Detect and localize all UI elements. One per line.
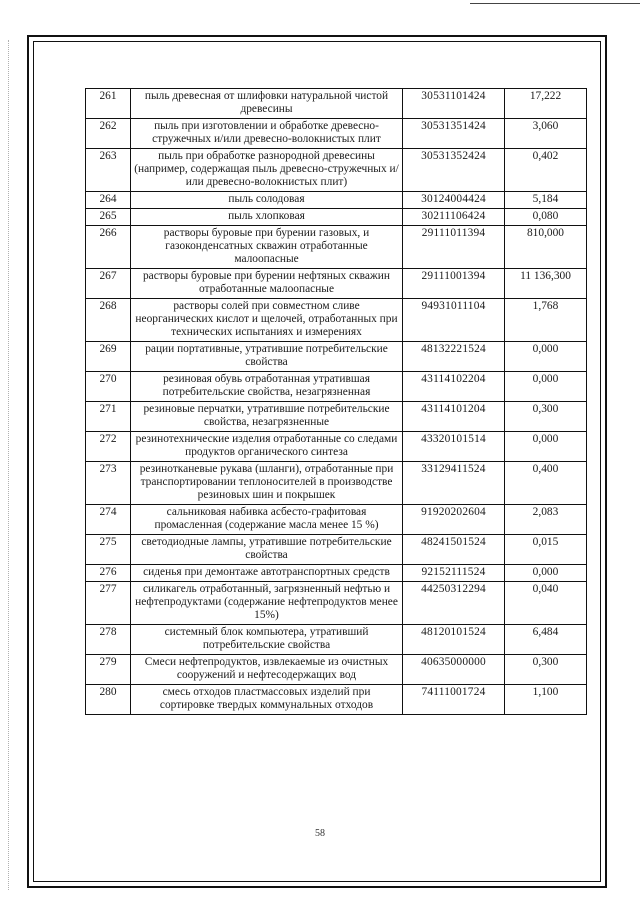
- row-number: 272: [86, 432, 131, 462]
- waste-name: светодиодные лампы, утратившие потребительские свойства: [131, 535, 403, 565]
- table-row: [86, 565, 587, 582]
- waste-code: 30531351424: [403, 119, 505, 149]
- waste-mass: 0,000: [505, 372, 587, 402]
- row-number: 279: [86, 655, 131, 685]
- waste-table-body: [86, 89, 587, 715]
- waste-mass: 5,184: [505, 192, 587, 209]
- row-number: 273: [86, 462, 131, 505]
- waste-mass: 1,768: [505, 299, 587, 342]
- table-row: [86, 372, 587, 402]
- waste-name: сальниковая набивка асбесто-графитовая промасленная (содержание масла менее 15 %): [131, 505, 403, 535]
- row-number: 268: [86, 299, 131, 342]
- waste-name: резиновые перчатки, утратившие потребительские свойства, незагрязненные: [131, 402, 403, 432]
- waste-name: смесь отходов пластмассовых изделий при сортировке твердых коммунальных отходов: [131, 685, 403, 715]
- table-row: [86, 535, 587, 565]
- table-row: [86, 402, 587, 432]
- waste-mass: 0,402: [505, 149, 587, 192]
- waste-name: резинотканевые рукава (шланги), отработанные при транспортировании теплоносителей в производстве резиновых шин и покрышек: [131, 462, 403, 505]
- waste-code: 74111001724: [403, 685, 505, 715]
- table-row: [86, 299, 587, 342]
- row-number: 276: [86, 565, 131, 582]
- waste-name: пыль древесная от шлифовки натуральной чистой древесины: [131, 89, 403, 119]
- waste-mass: 0,015: [505, 535, 587, 565]
- row-number: 278: [86, 625, 131, 655]
- table-row: [86, 685, 587, 715]
- waste-code: 48120101524: [403, 625, 505, 655]
- waste-mass: 0,300: [505, 655, 587, 685]
- waste-name: резинотехнические изделия отработанные со следами продуктов органического синтеза: [131, 432, 403, 462]
- row-number: 280: [86, 685, 131, 715]
- row-number: 277: [86, 582, 131, 625]
- table-row: [86, 209, 587, 226]
- waste-name: силикагель отработанный, загрязненный нефтью и нефтепродуктами (содержание нефтепродуктов менее 15%): [131, 582, 403, 625]
- waste-code: 40635000000: [403, 655, 505, 685]
- table-row: [86, 432, 587, 462]
- waste-code: 30531352424: [403, 149, 505, 192]
- waste-name: резиновая обувь отработанная утратившая потребительские свойства, незагрязненная: [131, 372, 403, 402]
- waste-mass: 11 136,300: [505, 269, 587, 299]
- waste-mass: 6,484: [505, 625, 587, 655]
- waste-mass: 810,000: [505, 226, 587, 269]
- binding-dots: [8, 40, 9, 890]
- waste-mass: 0,400: [505, 462, 587, 505]
- waste-name: растворы буровые при бурении газовых, и газоконденсатных скважин отработанные малоопасные: [131, 226, 403, 269]
- waste-name: системный блок компьютера, утративший потребительские свойства: [131, 625, 403, 655]
- waste-mass: 0,300: [505, 402, 587, 432]
- table-row: [86, 119, 587, 149]
- waste-code: 30531101424: [403, 89, 505, 119]
- page-number: 58: [315, 828, 325, 839]
- waste-mass: 0,000: [505, 565, 587, 582]
- waste-name: пыль хлопковая: [131, 209, 403, 226]
- row-number: 263: [86, 149, 131, 192]
- waste-name: пыль солодовая: [131, 192, 403, 209]
- waste-code: 92152111524: [403, 565, 505, 582]
- table-row: [86, 342, 587, 372]
- waste-code: 43114101204: [403, 402, 505, 432]
- table-row: [86, 226, 587, 269]
- row-number: 266: [86, 226, 131, 269]
- row-number: 267: [86, 269, 131, 299]
- table-row: [86, 462, 587, 505]
- table-row: [86, 89, 587, 119]
- waste-code: 29111001394: [403, 269, 505, 299]
- waste-name: растворы буровые при бурении нефтяных скважин отработанные малоопасные: [131, 269, 403, 299]
- table-row: [86, 149, 587, 192]
- row-number: 264: [86, 192, 131, 209]
- waste-mass: 0,000: [505, 432, 587, 462]
- waste-name: пыль при изготовлении и обработке древесно-стружечных и/или древесно-волокнистых плит: [131, 119, 403, 149]
- row-number: 270: [86, 372, 131, 402]
- table-row: [86, 582, 587, 625]
- row-number: 269: [86, 342, 131, 372]
- waste-code: 48132221524: [403, 342, 505, 372]
- waste-code: 44250312294: [403, 582, 505, 625]
- row-number: 274: [86, 505, 131, 535]
- table-row: [86, 625, 587, 655]
- row-number: 275: [86, 535, 131, 565]
- waste-name: рации портативные, утратившие потребительские свойства: [131, 342, 403, 372]
- waste-code: 30211106424: [403, 209, 505, 226]
- waste-name: растворы солей при совместном сливе неорганических кислот и щелочей, отработанных при технических испытаниях и измерениях: [131, 299, 403, 342]
- waste-code: 94931011104: [403, 299, 505, 342]
- row-number: 262: [86, 119, 131, 149]
- waste-mass: 0,080: [505, 209, 587, 226]
- table-row: [86, 655, 587, 685]
- waste-mass: 2,083: [505, 505, 587, 535]
- waste-code: 48241501524: [403, 535, 505, 565]
- waste-name: Смеси нефтепродуктов, извлекаемые из очистных сооружений и нефтесодержащих вод: [131, 655, 403, 685]
- waste-name: пыль при обработке разнородной древесины (например, содержащая пыль древесно-стружечных и/или древесно-волокнистых плит): [131, 149, 403, 192]
- waste-code: 30124004424: [403, 192, 505, 209]
- waste-mass: 1,100: [505, 685, 587, 715]
- table-row: [86, 269, 587, 299]
- waste-name: сиденья при демонтаже автотранспортных средств: [131, 565, 403, 582]
- waste-mass: 3,060: [505, 119, 587, 149]
- waste-table: [85, 88, 587, 715]
- waste-code: 91920202604: [403, 505, 505, 535]
- waste-code: 33129411524: [403, 462, 505, 505]
- row-number: 265: [86, 209, 131, 226]
- waste-mass: 0,000: [505, 342, 587, 372]
- row-number: 271: [86, 402, 131, 432]
- top-edge-line: [470, 3, 640, 4]
- waste-mass: 17,222: [505, 89, 587, 119]
- waste-code: 29111011394: [403, 226, 505, 269]
- waste-code: 43320101514: [403, 432, 505, 462]
- table-row: [86, 505, 587, 535]
- row-number: 261: [86, 89, 131, 119]
- table-row: [86, 192, 587, 209]
- waste-code: 43114102204: [403, 372, 505, 402]
- waste-mass: 0,040: [505, 582, 587, 625]
